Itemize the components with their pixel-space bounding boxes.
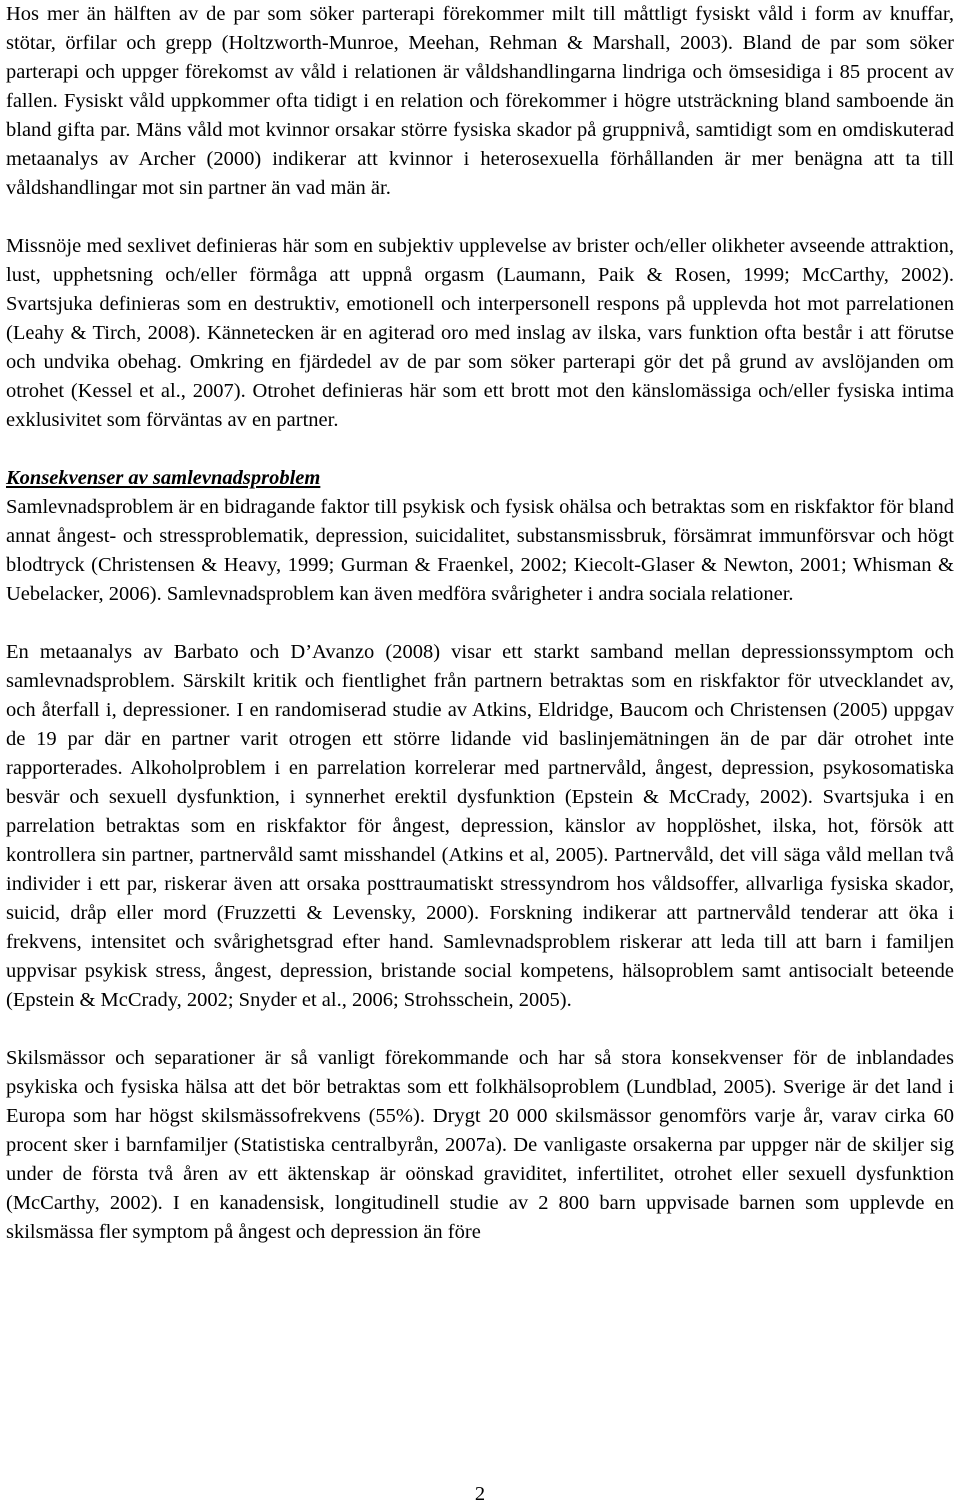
- paragraph-health-risk: Samlevnadsproblem är en bidragande faktor till psykisk och fysisk ohälsa och betraktas som en riskfaktor för bland annat ångest- och stressproblematik, depression, suicidalitet, substansmissbruk, försämrat immunförsvar och högt blodtryck (Christensen & Heavy, 1999; Gurman & Fraenkel, 2002; Kiecolt-Glaser & Newton, 2001; Whisman & Uebelacker, 2006). Samlevnadsproblem kan även medföra svårigheter i andra sociala relationer.: [6, 496, 954, 605]
- paragraph-definitions: Missnöje med sexlivet definieras här som en subjektiv upplevelse av brister och/eller olikheter avseende attraktion, lust, upphetsning och/eller förmåga att uppnå orgasm (Laumann, Paik & Rosen, 1999; McCarthy, 2002). Svartsjuka definieras som en destruktiv, emotionell och interpersonell respons på upplevda hot mot parrelationen (Leahy & Tirch, 2008). Kännetecken är en agiterad oro med inslag av ilska, vars funktion ofta består i att förutse och undvika obehag. Omkring en fjärdedel av de par som söker parterapi gör det på grund av avslöjanden om otrohet (Kessel et al., 2007). Otrohet definieras här som ett brott mot den känslomässiga och/eller fysiska intima exklusivitet som förväntas av en partner.: [6, 235, 954, 431]
- section-heading: Konsekvenser av samlevnadsproblem: [6, 467, 321, 489]
- paragraph-violence: Hos mer än hälften av de par som söker parterapi förekommer milt till måttligt fysiskt våld i form av knuffar, stötar, örfilar och grepp (Holtzworth-Munroe, Meehan, Rehman & Marshall, 2003). Bland de par som söker parterapi och uppger förekomst av våld i relationen är våldshandlingarna lindriga och ömsesidiga i 85 procent av fallen. Fysiskt våld uppkommer ofta tidigt i en relation och förekommer i högre utsträckning bland samboende än bland gifta par. Mäns våld mot kvinnor orsakar större fysiska skador på gruppnivå, samtidigt som en omdiskuterad metaanalys av Archer (2000) indikerar att kvinnor i heterosexuella förhållanden är mer benägna att ta till våldshandlingar mot sin partner än vad män är.: [6, 3, 954, 199]
- paragraph-divorce: Skilsmässor och separationer är så vanligt förekommande och har så stora konsekvenser för de inblandades psykiska och fysiska hälsa att det bör betraktas som ett folkhälsoproblem (Lundblad, 2005). Sverige är det land i Europa som har högst skilsmässofrekvens (55%). Drygt 20 000 skilsmässor genomförs varje år, varav cirka 60 procent sker i barnfamiljer (Statistiska centralbyrån, 2007a). De vanligaste orsakerna par uppger när de skiljer sig under de första två åren av ett äktenskap är oönskad graviditet, infertilitet, otrohet eller sexuell dysfunktion (McCarthy, 2002). I en kanadensisk, longitudinell studie av 2 800 barn uppvisade barnen som upplevde en skilsmässa fler symptom på ångest och depression än före: [6, 1047, 954, 1243]
- paragraph-meta-analysis: En metaanalys av Barbato och D’Avanzo (2008) visar ett starkt samband mellan depressionssymptom och samlevnadsproblem. Särskilt kritik och fientlighet från partnern betraktas som en riskfaktor för utvecklandet av, och återfall i, depressioner. I en randomiserad studie av Atkins, Eldridge, Baucom och Christensen (2005) uppgav de 19 par där en partner varit otrogen ett större lidande vid baslinjemätningen än de par där otrohet inte rapporterades. Alkoholproblem i en parrelation korrelerar med partnervåld, ångest, depression, psykosomatiska besvär och sexuell dysfunktion, i synnerhet erektil dysfunktion (Epstein & McCrady, 2002). Svartsjuka i en parrelation betraktas som en riskfaktor för ångest, depression, känslor av hopplöshet, ilska, hot, försök att kontrollera sin partner, partnervåld samt misshandel (Atkins et al, 2005). Partnervåld, det vill säga våld mellan två individer i ett par, riskerar även att orsaka posttraumatiskt stressyndrom hos våldsoffer, allvarliga fysiska skador, suicid, dråp eller mord (Fruzzetti & Levensky, 2000). Forskning indikerar att partnervåld tenderar att öka i frekvens, intensitet och svårighetsgrad efter hand. Samlevnadsproblem riskerar att leda till att barn i familjen uppvisar psykisk stress, ångest, depression, bristande social kompetens, hälsoproblem samt antisocialt beteende (Epstein & McCrady, 2002; Snyder et al., 2006; Strohsschein, 2005).: [6, 641, 954, 1011]
- document-page: [6, 0, 954, 1247]
- page-number: 2: [474, 1483, 486, 1505]
